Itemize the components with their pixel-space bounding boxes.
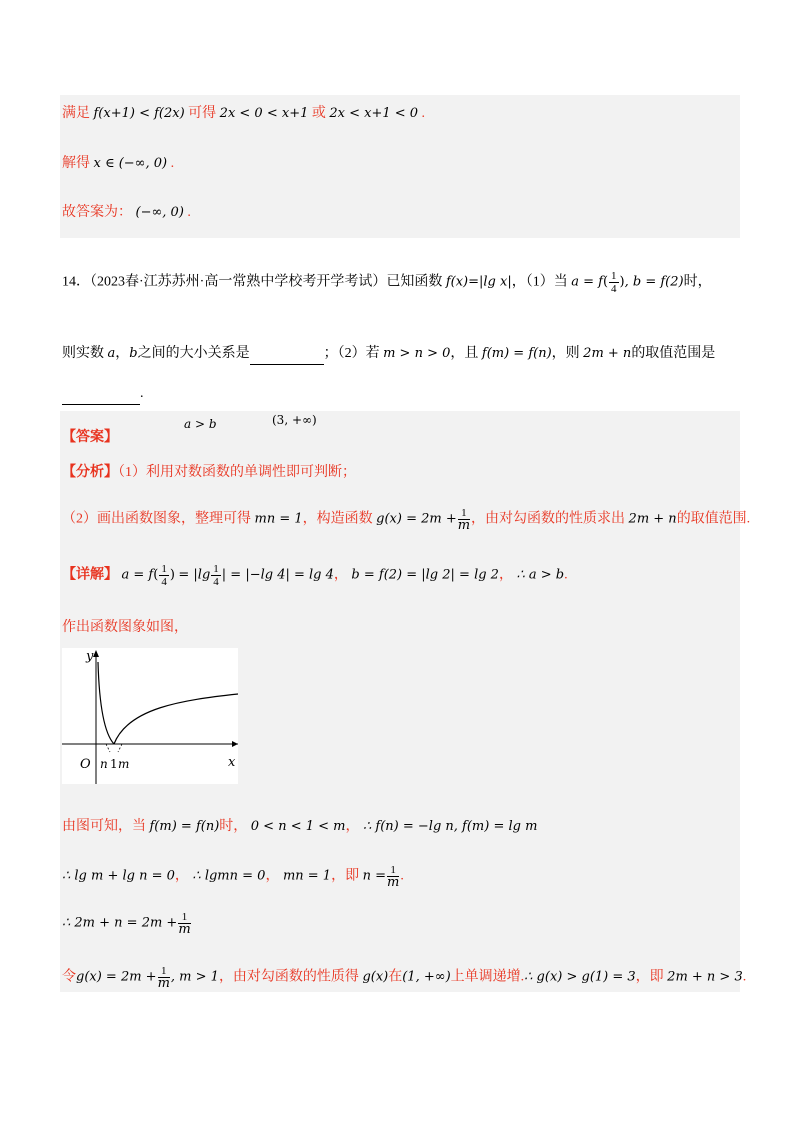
math-inline: | = |−lg 4| = lg 4 bbox=[221, 567, 334, 583]
var-a: a bbox=[107, 346, 116, 361]
math-inline: 2m + n bbox=[628, 511, 677, 527]
text: ， bbox=[115, 346, 130, 361]
fraction: $\frac{1}{m}$ bbox=[178, 911, 191, 937]
question-source: （2023春·江苏苏州·高一常熟中学校考开学考试） bbox=[90, 274, 387, 290]
text: . bbox=[742, 969, 747, 985]
text: （1）利用对数函数的单调性即可判断； bbox=[118, 465, 356, 480]
text: ，即 bbox=[331, 868, 360, 884]
text: . bbox=[170, 156, 175, 171]
text: 由图可知，当 bbox=[62, 819, 146, 834]
math-inline: 2m + n bbox=[583, 346, 632, 361]
analysis-label: 【分析】 bbox=[62, 465, 118, 480]
curve-left bbox=[98, 662, 114, 744]
math-inline: ∴ lg m + lg n = 0 bbox=[62, 868, 175, 884]
fraction: $\frac{1}{4}$ bbox=[611, 270, 617, 295]
text: 已知函数 bbox=[386, 274, 443, 290]
math-inline: b = f(2) = |lg 2| = lg 2 bbox=[351, 567, 499, 583]
text: ， bbox=[333, 567, 348, 583]
n-label: n bbox=[100, 757, 108, 771]
math-inline: (−∞, 0) bbox=[135, 205, 184, 220]
math-inline: mn = 1 bbox=[282, 868, 332, 884]
text: ， bbox=[265, 868, 280, 884]
fraction: $\frac{1}{4}$ bbox=[213, 563, 219, 588]
origin-label: O bbox=[80, 757, 91, 772]
text: . bbox=[564, 567, 568, 583]
math-inline: m > n > 0 bbox=[383, 346, 451, 361]
detail-line-1: 【详解】 a = f( $\frac{1}{4}$ ) = |lg $\frac{1}{4}$ | = |−lg 4| = lg 4， b = f(2) = |lg 2| = lg 2， ∴ a > b. bbox=[62, 563, 568, 588]
math-inline: , b = f(2) bbox=[624, 274, 684, 290]
one-label: 1 bbox=[110, 757, 118, 771]
math-inline: , m > 1 bbox=[170, 969, 219, 985]
math-inline: ∴ g(x) > g(1) = 3 bbox=[524, 969, 636, 985]
x-axis-arrow bbox=[232, 741, 238, 747]
answer-blank-1[interactable] bbox=[250, 344, 324, 365]
math-inline: 2x < 0 < x+1 bbox=[219, 106, 309, 121]
text: 时， bbox=[683, 274, 712, 290]
math-inline: g(x) bbox=[362, 969, 389, 985]
math-inline: f(x)=|lg x| bbox=[445, 274, 512, 290]
text: ，（1）当 bbox=[511, 274, 568, 290]
from-graph-line bbox=[62, 817, 537, 837]
text: ， bbox=[174, 868, 189, 884]
fraction: $\frac{1}{4}$ bbox=[161, 563, 167, 588]
math-inline: (1, +∞) bbox=[402, 969, 451, 985]
text: ，则 bbox=[551, 346, 580, 361]
text: . bbox=[140, 386, 144, 401]
curve-right bbox=[114, 694, 238, 744]
text: . bbox=[421, 106, 426, 121]
text: 则实数 bbox=[62, 346, 104, 361]
math-inline: 2m + n > 3 bbox=[667, 969, 743, 985]
text: ；（2）若 bbox=[323, 346, 380, 361]
math-inline: mn = 1 bbox=[254, 511, 303, 527]
draw-text: 作出函数图象如图， bbox=[62, 620, 188, 635]
math-inline: a = f bbox=[571, 274, 603, 290]
math-inline: ∴ a > b bbox=[516, 567, 565, 583]
analysis-line-2 bbox=[62, 507, 750, 532]
text: 的取值范围是 bbox=[631, 346, 716, 361]
top-line-2 bbox=[62, 154, 174, 174]
text: ，即 bbox=[635, 969, 664, 985]
text: （2）画出函数图象，整理可得 bbox=[62, 511, 251, 527]
text: 解得 bbox=[62, 156, 90, 171]
text: 或 bbox=[311, 106, 326, 121]
math-inline: g(x) = 2m + bbox=[376, 511, 457, 527]
text: ，构造函数 bbox=[302, 511, 373, 527]
math-inline: g(x) = 2m + bbox=[76, 969, 157, 985]
function-graph bbox=[62, 648, 238, 784]
text: 的取值范围. bbox=[676, 511, 751, 527]
math-inline: f(m) = f(n) bbox=[149, 819, 220, 834]
top-line-1 bbox=[62, 104, 425, 124]
math-inline: 2x < x+1 < 0 bbox=[329, 106, 419, 121]
detail-label: 【详解】 bbox=[62, 567, 118, 583]
text: ，由对勾函数的性质求出 bbox=[471, 511, 626, 527]
mn-line bbox=[62, 864, 404, 889]
dash-m bbox=[118, 744, 122, 752]
answer-label: 【答案】 bbox=[62, 430, 118, 445]
math-inline: f(x+1) < f(2x) bbox=[93, 106, 185, 121]
text: 故答案为： bbox=[62, 205, 132, 220]
text: . bbox=[400, 868, 404, 884]
fraction: $\frac{1}{m}$ bbox=[157, 965, 170, 991]
math-inline: ∴ 2m + n = 2m + bbox=[62, 915, 178, 931]
sum-line bbox=[62, 911, 192, 936]
math-inline: 0 < n < 1 < m bbox=[250, 819, 346, 834]
answer-2: (3, +∞) bbox=[272, 413, 317, 427]
math-inline: ∴ lgmn = 0 bbox=[192, 868, 266, 884]
text: 令 bbox=[62, 969, 76, 985]
math-inline: x ∈ (−∞, 0) bbox=[93, 156, 168, 171]
answer-blank-2[interactable] bbox=[62, 384, 140, 405]
question-number: 14． bbox=[62, 274, 90, 290]
dash-n bbox=[106, 744, 110, 752]
math-inline: ∴ f(n) = −lg n, f(m) = lg m bbox=[363, 819, 538, 834]
text: 可得 bbox=[188, 106, 217, 121]
text: ，且 bbox=[450, 346, 479, 361]
m-label: m bbox=[118, 757, 130, 771]
text: 上单调递增. bbox=[450, 969, 525, 985]
text: 时， bbox=[219, 819, 248, 834]
math-inline: n = bbox=[362, 868, 386, 884]
var-b: b bbox=[129, 346, 138, 361]
fraction: $\frac{1}{m}$ bbox=[457, 507, 471, 533]
fraction: $\frac{1}{m}$ bbox=[386, 864, 400, 890]
conclusion-line bbox=[62, 965, 746, 990]
analysis-line-1 bbox=[62, 463, 356, 483]
text: 之间的大小关系是 bbox=[137, 346, 250, 361]
text: . bbox=[187, 205, 191, 220]
text: 在 bbox=[388, 969, 403, 985]
math-inline: f(m) = f(n) bbox=[481, 346, 552, 361]
question-line-2 bbox=[62, 344, 715, 365]
top-line-3 bbox=[62, 203, 191, 223]
text: 满足 bbox=[62, 106, 90, 121]
x-label: x bbox=[228, 755, 236, 770]
text: ， bbox=[345, 819, 360, 834]
math-inline: = |lg bbox=[178, 567, 211, 583]
y-label: y bbox=[86, 649, 94, 664]
answer-1: a > b bbox=[184, 417, 217, 431]
y-axis-arrow bbox=[93, 650, 99, 657]
question-line-1: 14．（2023春·江苏苏州·高一常熟中学校考开学考试）已知函数 f(x)=|lg x|，（1）当 a = f( $\frac{1}{4}$ ), b = f(2)时， bbox=[62, 270, 712, 295]
math-inline: a = f bbox=[121, 567, 154, 583]
text: ，由对勾函数的性质得 bbox=[218, 969, 359, 985]
question-line-3 bbox=[62, 384, 144, 405]
text: ， bbox=[498, 567, 513, 583]
